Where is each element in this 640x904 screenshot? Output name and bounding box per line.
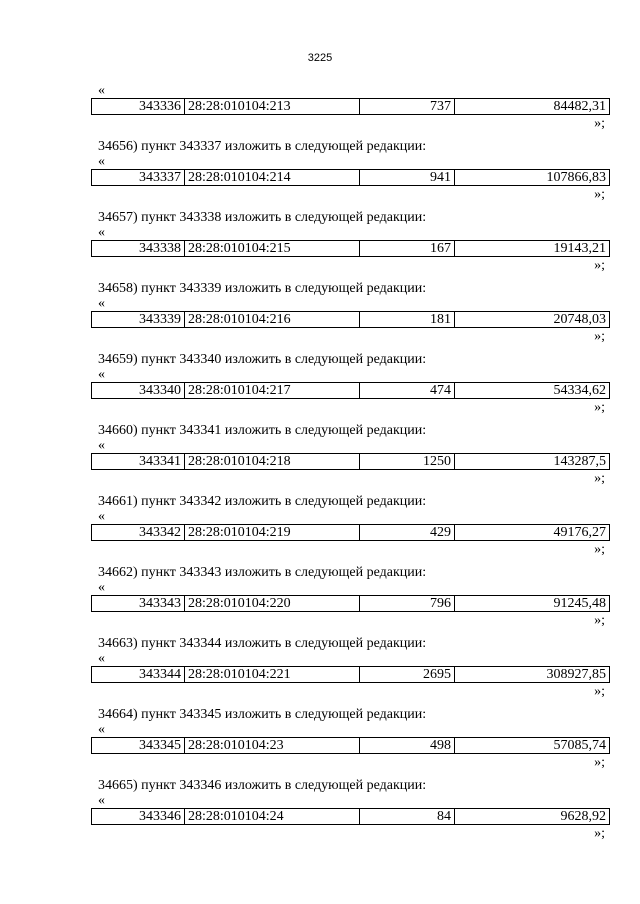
amendment-instruction: 34659) пункт 343340 изложить в следующей редакции: <box>98 352 427 367</box>
amount-cell: 107866,83 <box>455 170 610 186</box>
amendment-instruction: 34665) пункт 343346 изложить в следующей редакции: <box>98 778 427 793</box>
page-number: 3225 <box>307 52 333 64</box>
amendment-block <box>0 281 640 344</box>
amendment-instruction: 34662) пункт 343343 изложить в следующей редакции: <box>98 565 427 580</box>
amendment-block <box>0 139 640 202</box>
closing-quote: »; <box>594 755 605 770</box>
amount-cell: 84482,31 <box>455 99 610 115</box>
table-row <box>91 808 610 825</box>
opening-quote: « <box>98 722 105 737</box>
row-id-cell: 343340 <box>92 383 185 399</box>
cadastral-number-cell: 28:28:010104:221 <box>185 667 360 683</box>
quantity-cell: 796 <box>360 596 455 612</box>
amount-cell: 91245,48 <box>455 596 610 612</box>
amount-cell: 143287,5 <box>455 454 610 470</box>
row-id-cell: 343342 <box>92 525 185 541</box>
amendment-block <box>0 707 640 770</box>
row-id-cell: 343345 <box>92 738 185 754</box>
quantity-cell: 498 <box>360 738 455 754</box>
row-id-cell: 343339 <box>92 312 185 328</box>
opening-quote: « <box>98 225 105 240</box>
closing-quote: »; <box>594 542 605 557</box>
amount-cell: 19143,21 <box>455 241 610 257</box>
amendment-instruction: 34660) пункт 343341 изложить в следующей редакции: <box>98 423 427 438</box>
table-row <box>91 666 610 683</box>
closing-quote: »; <box>594 613 605 628</box>
quantity-cell: 737 <box>360 99 455 115</box>
amendment-block <box>0 210 640 273</box>
amount-cell: 9628,92 <box>455 809 610 825</box>
table-row <box>91 169 610 186</box>
opening-quote: « <box>98 438 105 453</box>
closing-quote: »; <box>594 684 605 699</box>
closing-quote: »; <box>594 826 605 841</box>
closing-quote: »; <box>594 258 605 273</box>
table-row <box>91 382 610 399</box>
row-id-cell: 343344 <box>92 667 185 683</box>
cadastral-number-cell: 28:28:010104:217 <box>185 383 360 399</box>
amendment-block <box>0 84 640 131</box>
quantity-cell: 941 <box>360 170 455 186</box>
quantity-cell: 429 <box>360 525 455 541</box>
quantity-cell: 167 <box>360 241 455 257</box>
closing-quote: »; <box>594 116 605 131</box>
closing-quote: »; <box>594 471 605 486</box>
amendment-block <box>0 778 640 841</box>
amendment-block <box>0 494 640 557</box>
quantity-cell: 1250 <box>360 454 455 470</box>
cadastral-number-cell: 28:28:010104:215 <box>185 241 360 257</box>
row-id-cell: 343338 <box>92 241 185 257</box>
quantity-cell: 84 <box>360 809 455 825</box>
opening-quote: « <box>98 580 105 595</box>
document-body <box>0 84 640 841</box>
opening-quote: « <box>98 367 105 382</box>
quantity-cell: 2695 <box>360 667 455 683</box>
cadastral-number-cell: 28:28:010104:23 <box>185 738 360 754</box>
closing-quote: »; <box>594 329 605 344</box>
amendment-instruction: 34664) пункт 343345 изложить в следующей редакции: <box>98 707 427 722</box>
row-id-cell: 343341 <box>92 454 185 470</box>
amendment-block <box>0 423 640 486</box>
quantity-cell: 474 <box>360 383 455 399</box>
cadastral-number-cell: 28:28:010104:24 <box>185 809 360 825</box>
table-row <box>91 737 610 754</box>
amendment-instruction: 34663) пункт 343344 изложить в следующей редакции: <box>98 636 427 651</box>
quantity-cell: 181 <box>360 312 455 328</box>
cadastral-number-cell: 28:28:010104:218 <box>185 454 360 470</box>
opening-quote: « <box>98 83 105 98</box>
cadastral-number-cell: 28:28:010104:214 <box>185 170 360 186</box>
row-id-cell: 343343 <box>92 596 185 612</box>
row-id-cell: 343337 <box>92 170 185 186</box>
amount-cell: 57085,74 <box>455 738 610 754</box>
table-row <box>91 98 610 115</box>
table-row <box>91 595 610 612</box>
amount-cell: 54334,62 <box>455 383 610 399</box>
amendment-block <box>0 565 640 628</box>
row-id-cell: 343346 <box>92 809 185 825</box>
cadastral-number-cell: 28:28:010104:220 <box>185 596 360 612</box>
amendment-instruction: 34658) пункт 343339 изложить в следующей редакции: <box>98 281 427 296</box>
opening-quote: « <box>98 651 105 666</box>
cadastral-number-cell: 28:28:010104:213 <box>185 99 360 115</box>
table-row <box>91 453 610 470</box>
table-row <box>91 524 610 541</box>
opening-quote: « <box>98 296 105 311</box>
amount-cell: 308927,85 <box>455 667 610 683</box>
amount-cell: 20748,03 <box>455 312 610 328</box>
amendment-block <box>0 352 640 415</box>
table-row <box>91 311 610 328</box>
amendment-instruction: 34657) пункт 343338 изложить в следующей редакции: <box>98 210 427 225</box>
amendment-instruction: 34656) пункт 343337 изложить в следующей редакции: <box>98 139 427 154</box>
cadastral-number-cell: 28:28:010104:219 <box>185 525 360 541</box>
table-row <box>91 240 610 257</box>
closing-quote: »; <box>594 400 605 415</box>
opening-quote: « <box>98 509 105 524</box>
opening-quote: « <box>98 793 105 808</box>
amount-cell: 49176,27 <box>455 525 610 541</box>
opening-quote: « <box>98 154 105 169</box>
cadastral-number-cell: 28:28:010104:216 <box>185 312 360 328</box>
amendment-block <box>0 636 640 699</box>
amendment-instruction: 34661) пункт 343342 изложить в следующей редакции: <box>98 494 427 509</box>
closing-quote: »; <box>594 187 605 202</box>
row-id-cell: 343336 <box>92 99 185 115</box>
